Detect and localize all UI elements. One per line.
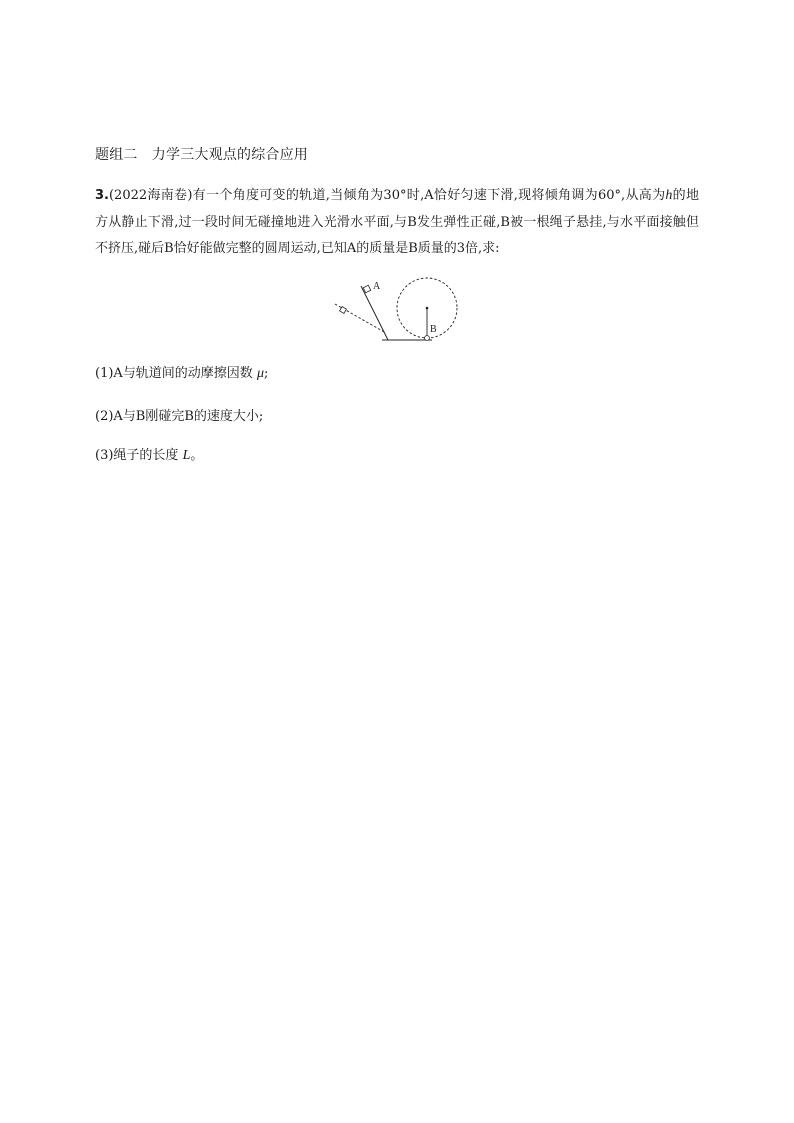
solid-incline-60 [361,286,388,340]
sub-question-3-suffix: 。 [190,448,204,463]
question-text-part2: 的地方从静止下滑,过一段时间无碰撞地进入光滑水平面,与B发生弹性正碰,B被一根绳子悬挂,与水平面接触但不挤压,碰后B恰好能做完整的圆周运动,已知A的质量是B质量的3倍,求: [95,188,699,256]
physics-diagram [330,274,465,344]
label-b: B [430,324,437,335]
question-3 [95,183,699,263]
sub-question-1-prefix: (1)A与轨道间的动摩擦因数 [95,366,257,381]
sub-question-3 [95,446,203,466]
sub-question-1-suffix: ; [263,366,269,381]
sub-question-1 [95,364,268,384]
variable-l: L [182,448,191,463]
variable-mu: μ [256,366,264,381]
label-a: A [373,281,381,292]
question-number: 3. [95,188,109,203]
variable-h: h [665,188,673,203]
ball-b [425,336,430,341]
sub-question-2 [95,407,263,427]
question-text-part1: (2022海南卷)有一个角度可变的轨道,当倾角为30°时,A恰好匀速下滑,现将倾角调为60°,从高为 [108,188,666,203]
sub-question-2-text: (2)A与B刚碰完B的速度大小; [95,409,264,424]
section-heading: 题组二 力学三大观点的综合应用 [95,147,308,163]
incline-circle-diagram [330,274,465,344]
sub-question-3-prefix: (3)绳子的长度 [95,448,183,463]
